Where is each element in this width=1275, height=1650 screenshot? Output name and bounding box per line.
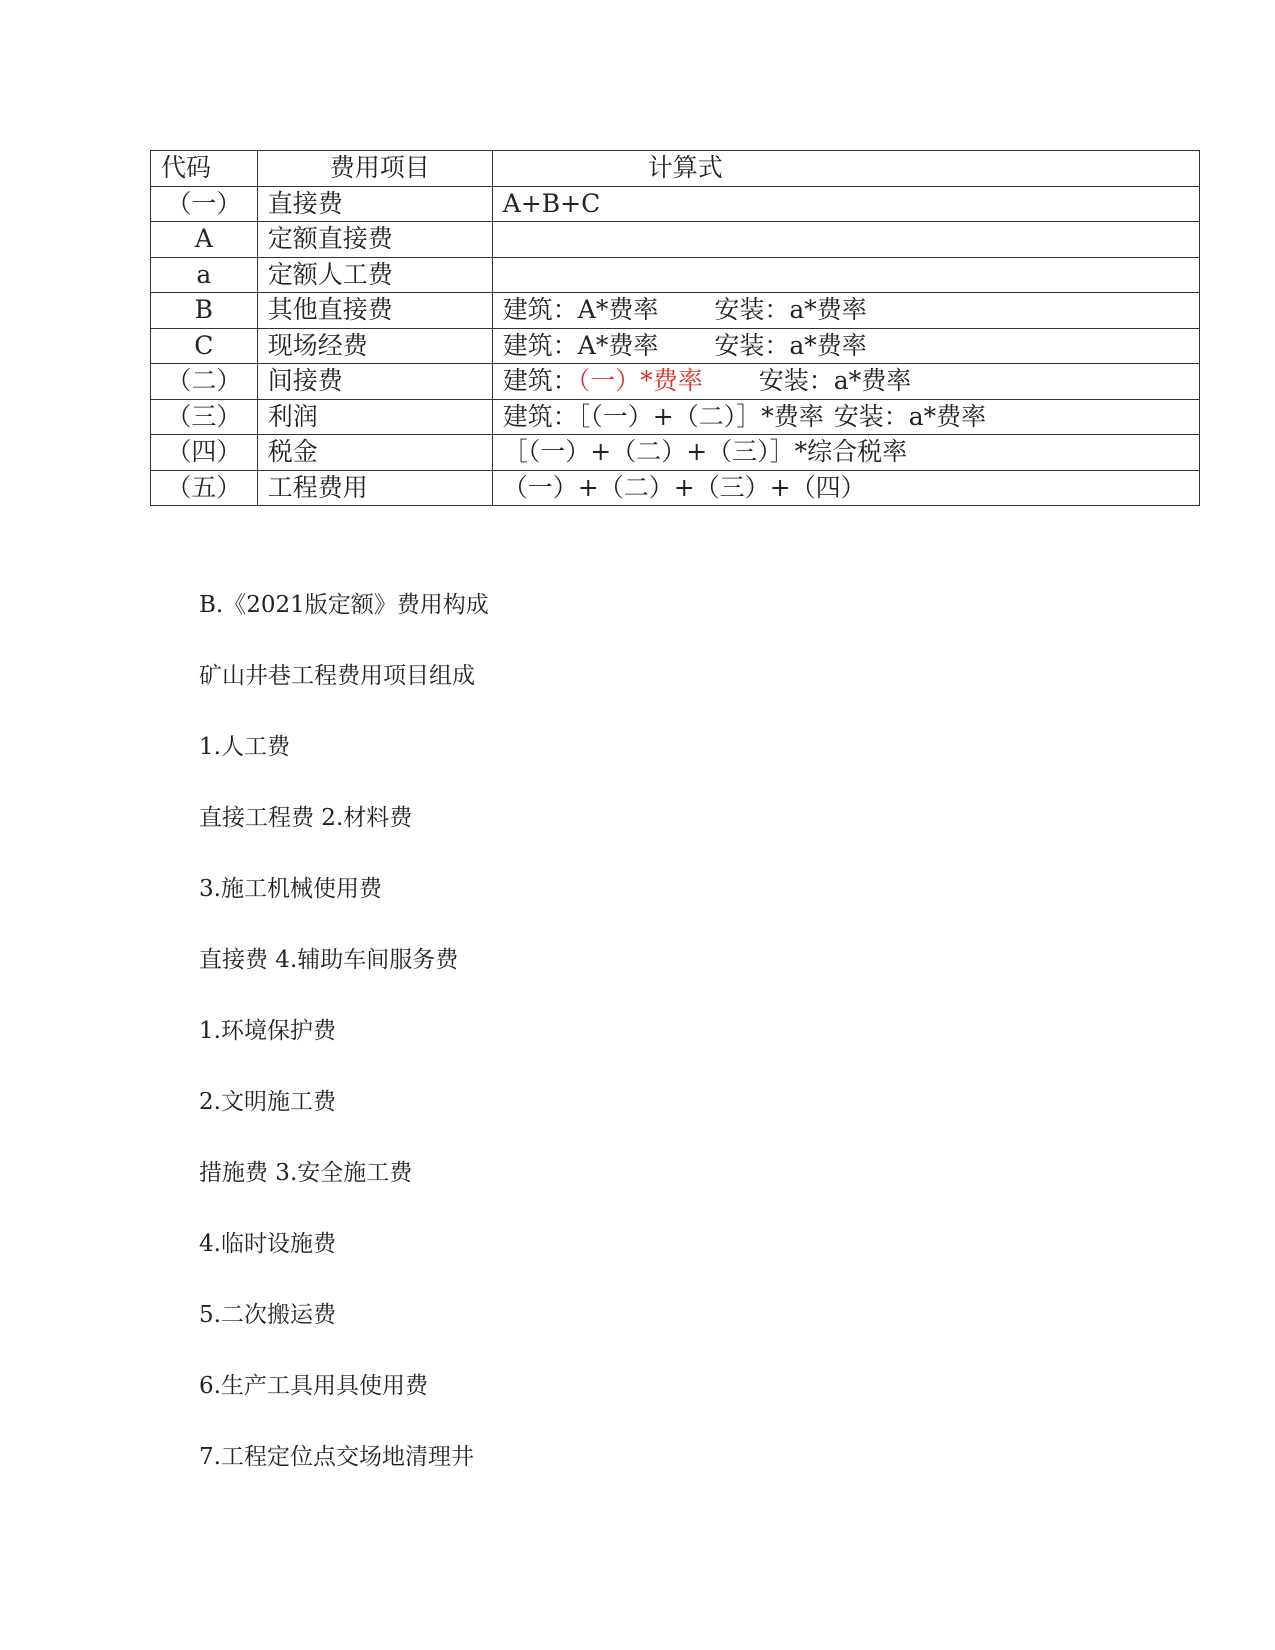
subsection-title: 矿山井巷工程费用项目组成: [199, 663, 475, 689]
row-item: 定额人工费: [257, 257, 492, 293]
row-formula: A+B+C: [492, 186, 1199, 222]
row-formula: [492, 257, 1199, 293]
row-code: （三）: [151, 399, 258, 435]
table-row: [151, 470, 1200, 506]
formula-build-highlight: （一）*费率: [577, 366, 703, 396]
table-row: [151, 257, 1200, 293]
text-line: 措施费 3.安全施工费: [199, 1160, 413, 1186]
formula-build-label: 建筑：: [502, 366, 578, 396]
text-line: 7.工程定位点交场地清理井: [199, 1444, 474, 1470]
table-row: [151, 364, 1200, 400]
row-formula: [492, 293, 1199, 329]
row-code: C: [151, 328, 258, 364]
row-item: 现场经费: [257, 328, 492, 364]
table-row: [151, 399, 1200, 435]
row-item: 利润: [257, 399, 492, 435]
row-formula: [492, 399, 1199, 435]
row-formula: [492, 364, 1199, 400]
row-item: 定额直接费: [257, 222, 492, 258]
text-line: 4.临时设施费: [199, 1231, 336, 1257]
text-line: 3.施工机械使用费: [199, 876, 382, 902]
table-row: [151, 435, 1200, 471]
formula-install: 安装：a*费率: [833, 401, 987, 431]
formula-install: 安装：a*费率: [714, 295, 867, 325]
row-item: 工程费用: [257, 470, 492, 506]
row-code: （五）: [151, 470, 258, 506]
header-code: 代码: [151, 151, 258, 187]
row-code: A: [151, 222, 258, 258]
text-line: 直接费 4.辅助车间服务费: [199, 947, 459, 973]
row-item: 其他直接费: [257, 293, 492, 329]
row-item: 间接费: [257, 364, 492, 400]
text-line: 1.环境保护费: [199, 1018, 336, 1044]
fee-calculation-table: [150, 150, 1200, 506]
text-line: 直接工程费 2.材料费: [199, 805, 413, 831]
row-code: B: [151, 293, 258, 329]
formula-build: 建筑：A*费率: [502, 330, 659, 360]
header-item: 费用项目: [257, 151, 492, 187]
text-line: 1.人工费: [199, 734, 290, 760]
text-line: 5.二次搬运费: [199, 1302, 336, 1328]
section-heading: B.《2021版定额》费用构成: [199, 592, 489, 618]
row-item: 税金: [257, 435, 492, 471]
row-code: a: [151, 257, 258, 293]
table-row: [151, 222, 1200, 258]
row-code: （一）: [151, 186, 258, 222]
row-code: （四）: [151, 435, 258, 471]
formula-build: 建筑：［（一）+（二）］*费率: [502, 401, 824, 431]
table-header-row: [151, 151, 1200, 187]
text-line: 6.生产工具用具使用费: [199, 1373, 428, 1399]
header-formula: 计算式: [492, 151, 1199, 187]
fee-composition-text: [199, 590, 489, 1513]
table-row: [151, 186, 1200, 222]
formula-build: 建筑：A*费率: [502, 295, 659, 325]
formula-install: 安装：a*费率: [714, 330, 867, 360]
row-formula: [492, 222, 1199, 258]
text-line: 2.文明施工费: [199, 1089, 336, 1115]
formula-install: 安装：a*费率: [758, 366, 912, 396]
row-code: （二）: [151, 364, 258, 400]
row-formula: （一）+（二）+（三）+（四）: [492, 470, 1199, 506]
row-formula: ［（一）+（二）+（三）］*综合税率: [492, 435, 1199, 471]
table-row: [151, 328, 1200, 364]
table-row: [151, 293, 1200, 329]
row-item: 直接费: [257, 186, 492, 222]
row-formula: [492, 328, 1199, 364]
